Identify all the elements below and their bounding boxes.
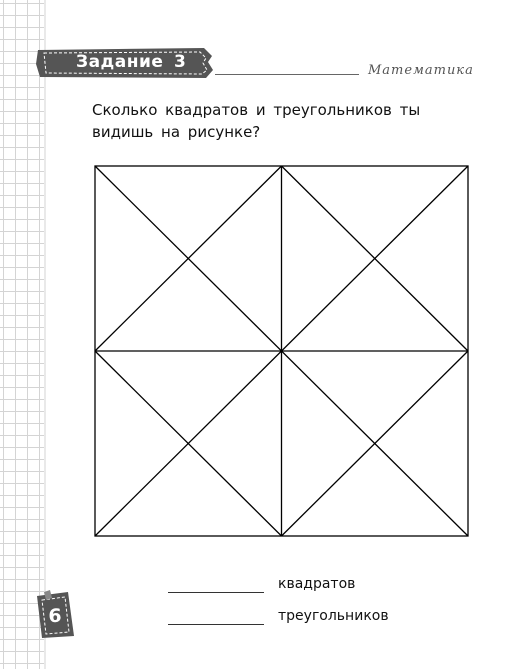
grid-paper-margin <box>0 0 46 669</box>
task-label: Задание <box>76 52 164 72</box>
squares-label: квадратов <box>278 576 356 592</box>
question-text: Сколько квадратов и треугольников ты видишь на рисунке? <box>92 101 421 141</box>
geometry-figure <box>94 165 470 537</box>
page-number-tab <box>34 590 76 640</box>
page-number: 6 <box>48 605 62 627</box>
task-banner <box>36 46 214 80</box>
task-number: 3 <box>174 52 186 72</box>
triangles-answer-line[interactable] <box>168 624 264 625</box>
triangles-label: треугольников <box>278 608 389 624</box>
header-rule <box>215 74 359 75</box>
subject-title: Математика <box>368 63 474 78</box>
squares-answer-line[interactable] <box>168 592 264 593</box>
